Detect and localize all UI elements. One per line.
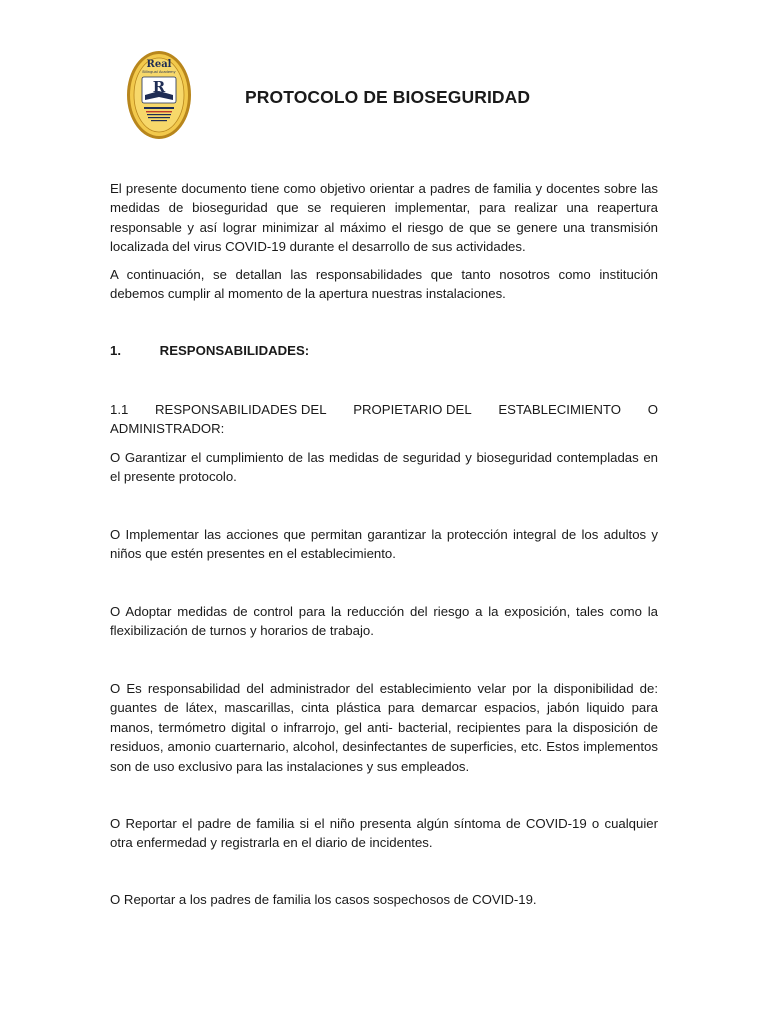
- subsection-heading-line-1: [110, 400, 658, 419]
- intro-paragraph-1: El presente documento tiene como objetivo orientar a padres de familia y docentes sobre las medidas de bioseguridad que se requieren implementar, para realizar una reapertura responsable y así lograr minimizar al máximo el riesgo de que se genere una transmisión localizada del virus COVID-19 durante el desarrollo de sus actividades.: [110, 181, 658, 255]
- responsibility-item: O Garantizar el cumplimiento de las medidas de seguridad y bioseguridad contempladas en el presente protocolo.: [110, 450, 658, 485]
- intro-paragraph-2: A continuación, se detallan las responsabilidades que tanto nosotros como institución debemos cumplir al momento de la apertura nuestras instalaciones.: [110, 267, 658, 302]
- school-crest-icon: [126, 50, 192, 140]
- section-number: 1.: [110, 343, 121, 358]
- svg-text:R: R: [152, 78, 166, 96]
- responsibility-item: O Implementar las acciones que permitan garantizar la protección integral de los adultos y niños que estén presentes en el establecimiento.: [110, 527, 658, 562]
- section-title: RESPONSABILIDADES:: [159, 343, 310, 358]
- responsibility-item: O Reportar a los padres de familia los casos sospechosos de COVID-19.: [110, 892, 537, 907]
- document-title: PROTOCOLO DE BIOSEGURIDAD: [245, 87, 531, 107]
- section-1-heading: [110, 343, 309, 358]
- responsibility-item: O Reportar el padre de familia si el niño presenta algún síntoma de COVID-19 o cualquier otra enfermedad y registrarla en el diario de incidentes.: [110, 816, 658, 851]
- subsection-word: O: [647, 402, 658, 417]
- subsection-word: ESTABLECIMIENTO: [498, 402, 621, 417]
- subsection-word: RESPONSABILIDADES DEL: [155, 402, 327, 417]
- subsection-number: 1.1: [110, 402, 129, 417]
- responsibility-item: O Adoptar medidas de control para la reducción del riesgo a la exposición, tales como la flexibilización de turnos y horarios de trabajo.: [110, 604, 658, 639]
- section-1-1-heading: [110, 400, 658, 439]
- svg-text:Real: Real: [146, 59, 172, 70]
- svg-text:Bilingual Academy: Bilingual Academy: [142, 70, 176, 74]
- responsibility-item: O Es responsabilidad del administrador del establecimiento velar por la disponibilidad de: guantes de látex, mascarillas, cinta plástica para demarcar espacios, jabón liquido para manos, termómetro digital o infrarrojo, gel anti- bacterial, recipientes para la disposición de residuos, amonio cuarternario, alcohol, desinfectantes de superficies, etc. Estos implementos son de uso exclusivo para las instalaciones y sus empleados.: [110, 681, 658, 774]
- subsection-word: PROPIETARIO DEL: [353, 402, 472, 417]
- subsection-heading-line-2: ADMINISTRADOR:: [110, 421, 225, 437]
- school-logo: [126, 50, 192, 140]
